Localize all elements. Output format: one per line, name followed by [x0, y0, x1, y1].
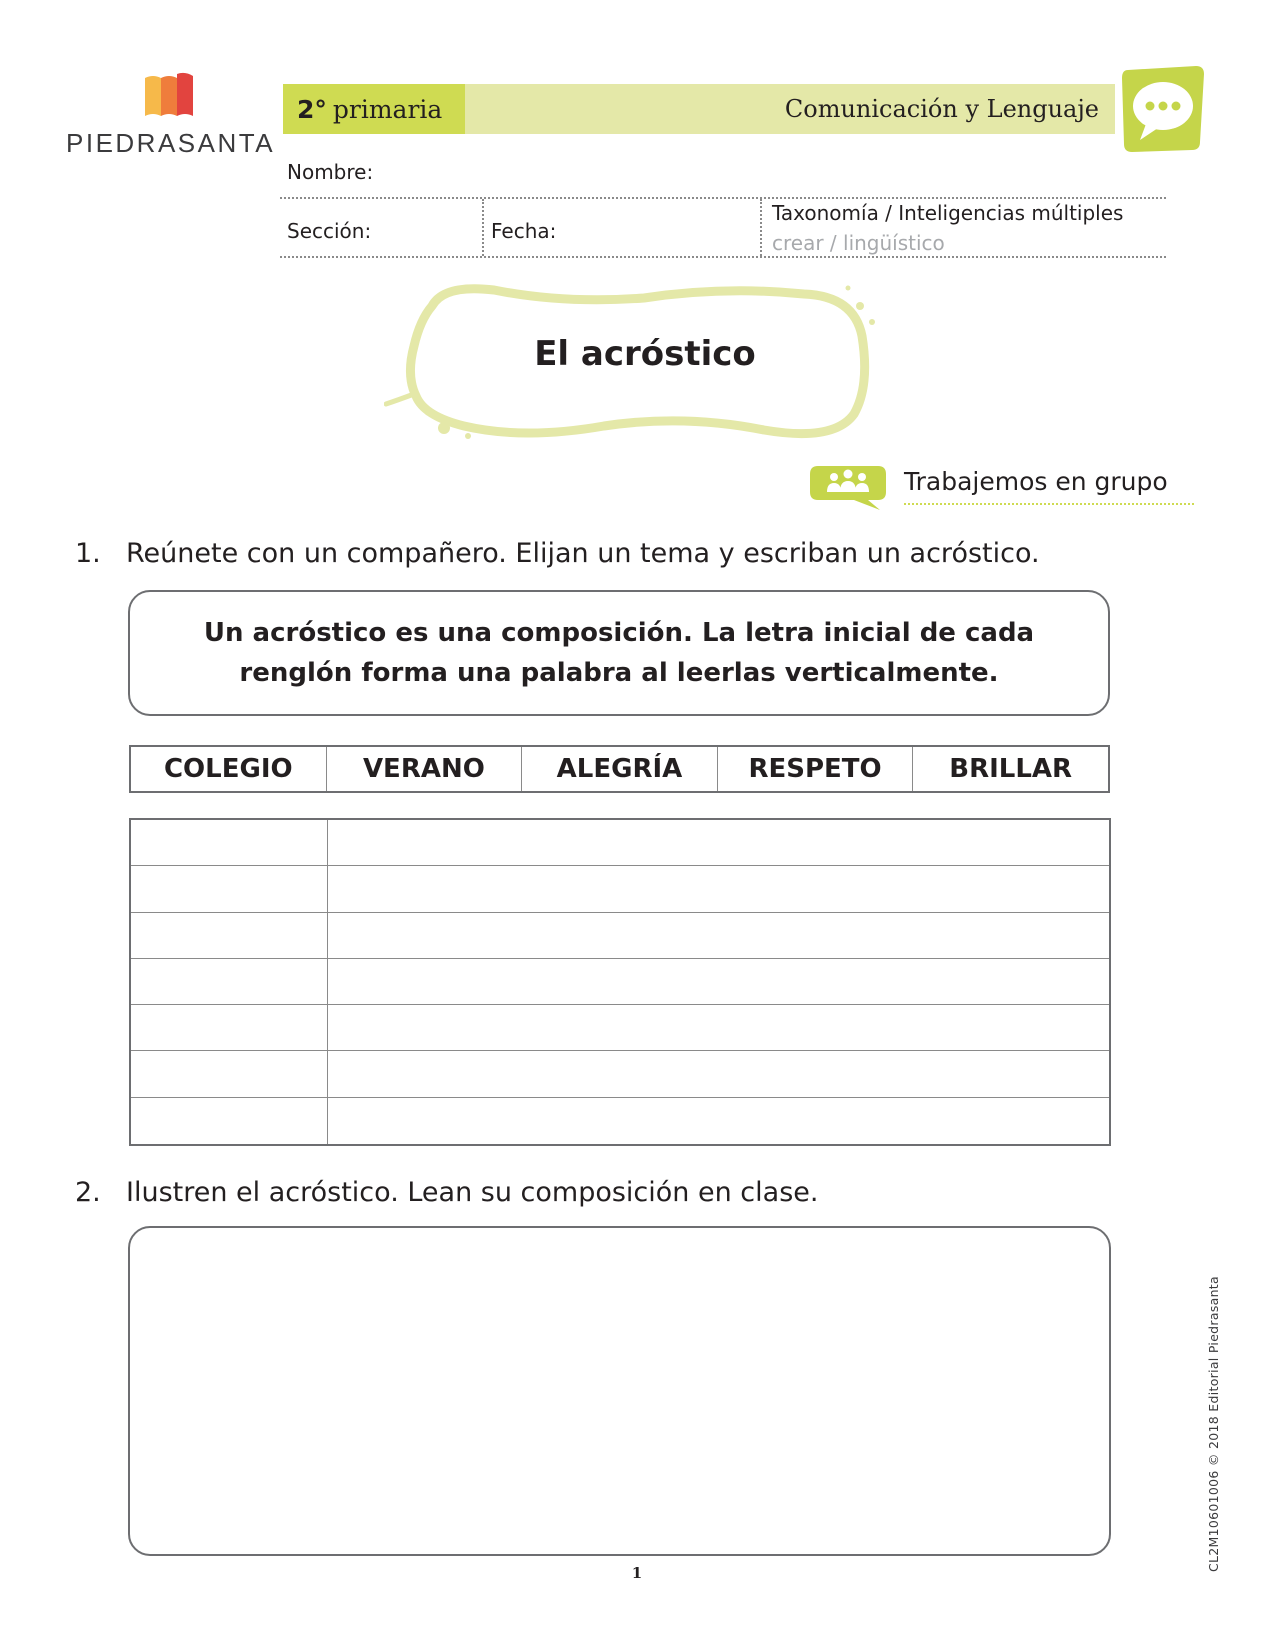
acrostic-line-cell[interactable]	[328, 1005, 1109, 1050]
page-title: El acróstico	[534, 334, 756, 374]
question-number: 1.	[75, 538, 101, 569]
definition-line: renglón forma una palabra al leerlas verticalmente.	[239, 658, 999, 688]
question-text: Ilustren el acróstico. Lean su composición en clase.	[126, 1177, 819, 1208]
question-number: 2.	[75, 1177, 101, 1208]
definition-box	[128, 590, 1110, 716]
logo-text: PIEDRASANTA	[66, 128, 276, 158]
grade-label: primaria	[332, 94, 443, 124]
acrostic-line-cell[interactable]	[328, 1098, 1109, 1144]
acrostic-line-cell[interactable]	[328, 866, 1109, 911]
acrostic-row	[131, 1051, 1109, 1097]
word-option[interactable]: BRILLAR	[949, 754, 1073, 784]
definition-line: Un acróstico es una composición. La letra inicial de cada	[203, 618, 1035, 648]
divider	[482, 199, 484, 256]
page-number: 1	[631, 1564, 643, 1582]
acrostic-row	[131, 820, 1109, 866]
illustration-area[interactable]	[128, 1226, 1111, 1556]
acrostic-line-cell[interactable]	[328, 959, 1109, 1004]
acrostic-line-cell[interactable]	[328, 1051, 1109, 1096]
acrostic-row	[131, 1098, 1109, 1144]
question-text: Reúnete con un compañero. Elijan un tema y escriban un acróstico.	[126, 538, 1040, 569]
acrostic-line-cell[interactable]	[328, 913, 1109, 958]
acrostic-row	[131, 1005, 1109, 1051]
divider	[760, 199, 762, 256]
acrostic-letter-cell[interactable]	[131, 820, 328, 865]
grade-band	[283, 84, 465, 134]
piedrasanta-logo-icon	[143, 72, 195, 122]
section-field-line[interactable]	[280, 256, 1166, 258]
word-bank	[129, 745, 1110, 793]
name-field-line[interactable]	[280, 197, 1166, 199]
acrostic-letter-cell[interactable]	[131, 959, 328, 1004]
subject-band	[465, 84, 1115, 134]
subject-title: Comunicación y Lenguaje	[784, 95, 1099, 123]
grade-number: 2°	[297, 94, 327, 124]
group-people-icon	[810, 462, 886, 512]
acrostic-letter-cell[interactable]	[131, 1005, 328, 1050]
acrostic-letter-cell[interactable]	[131, 1051, 328, 1096]
taxonomy-label: Taxonomía / Inteligencias múltiples	[772, 201, 1124, 225]
acrostic-row	[131, 866, 1109, 912]
group-work-label: Trabajemos en grupo	[904, 467, 1194, 505]
name-label: Nombre:	[287, 160, 374, 184]
acrostic-letter-cell[interactable]	[131, 913, 328, 958]
acrostic-letter-cell[interactable]	[131, 866, 328, 911]
section-label: Sección:	[287, 219, 372, 243]
acrostic-grid	[129, 818, 1111, 1146]
date-label: Fecha:	[491, 219, 557, 243]
word-option[interactable]: VERANO	[327, 747, 523, 791]
word-option[interactable]: COLEGIO	[131, 747, 327, 791]
speech-bubble-icon	[1118, 66, 1206, 162]
taxonomy-value: crear / lingüístico	[772, 231, 945, 255]
acrostic-row	[131, 913, 1109, 959]
acrostic-line-cell[interactable]	[328, 820, 1109, 865]
acrostic-letter-cell[interactable]	[131, 1098, 328, 1144]
copyright-code: CL2M10601006 © 2018 Editorial Piedrasanta	[1206, 1276, 1221, 1572]
word-option[interactable]: RESPETO	[718, 747, 914, 791]
word-option[interactable]: ALEGRÍA	[522, 747, 718, 791]
acrostic-row	[131, 959, 1109, 1005]
